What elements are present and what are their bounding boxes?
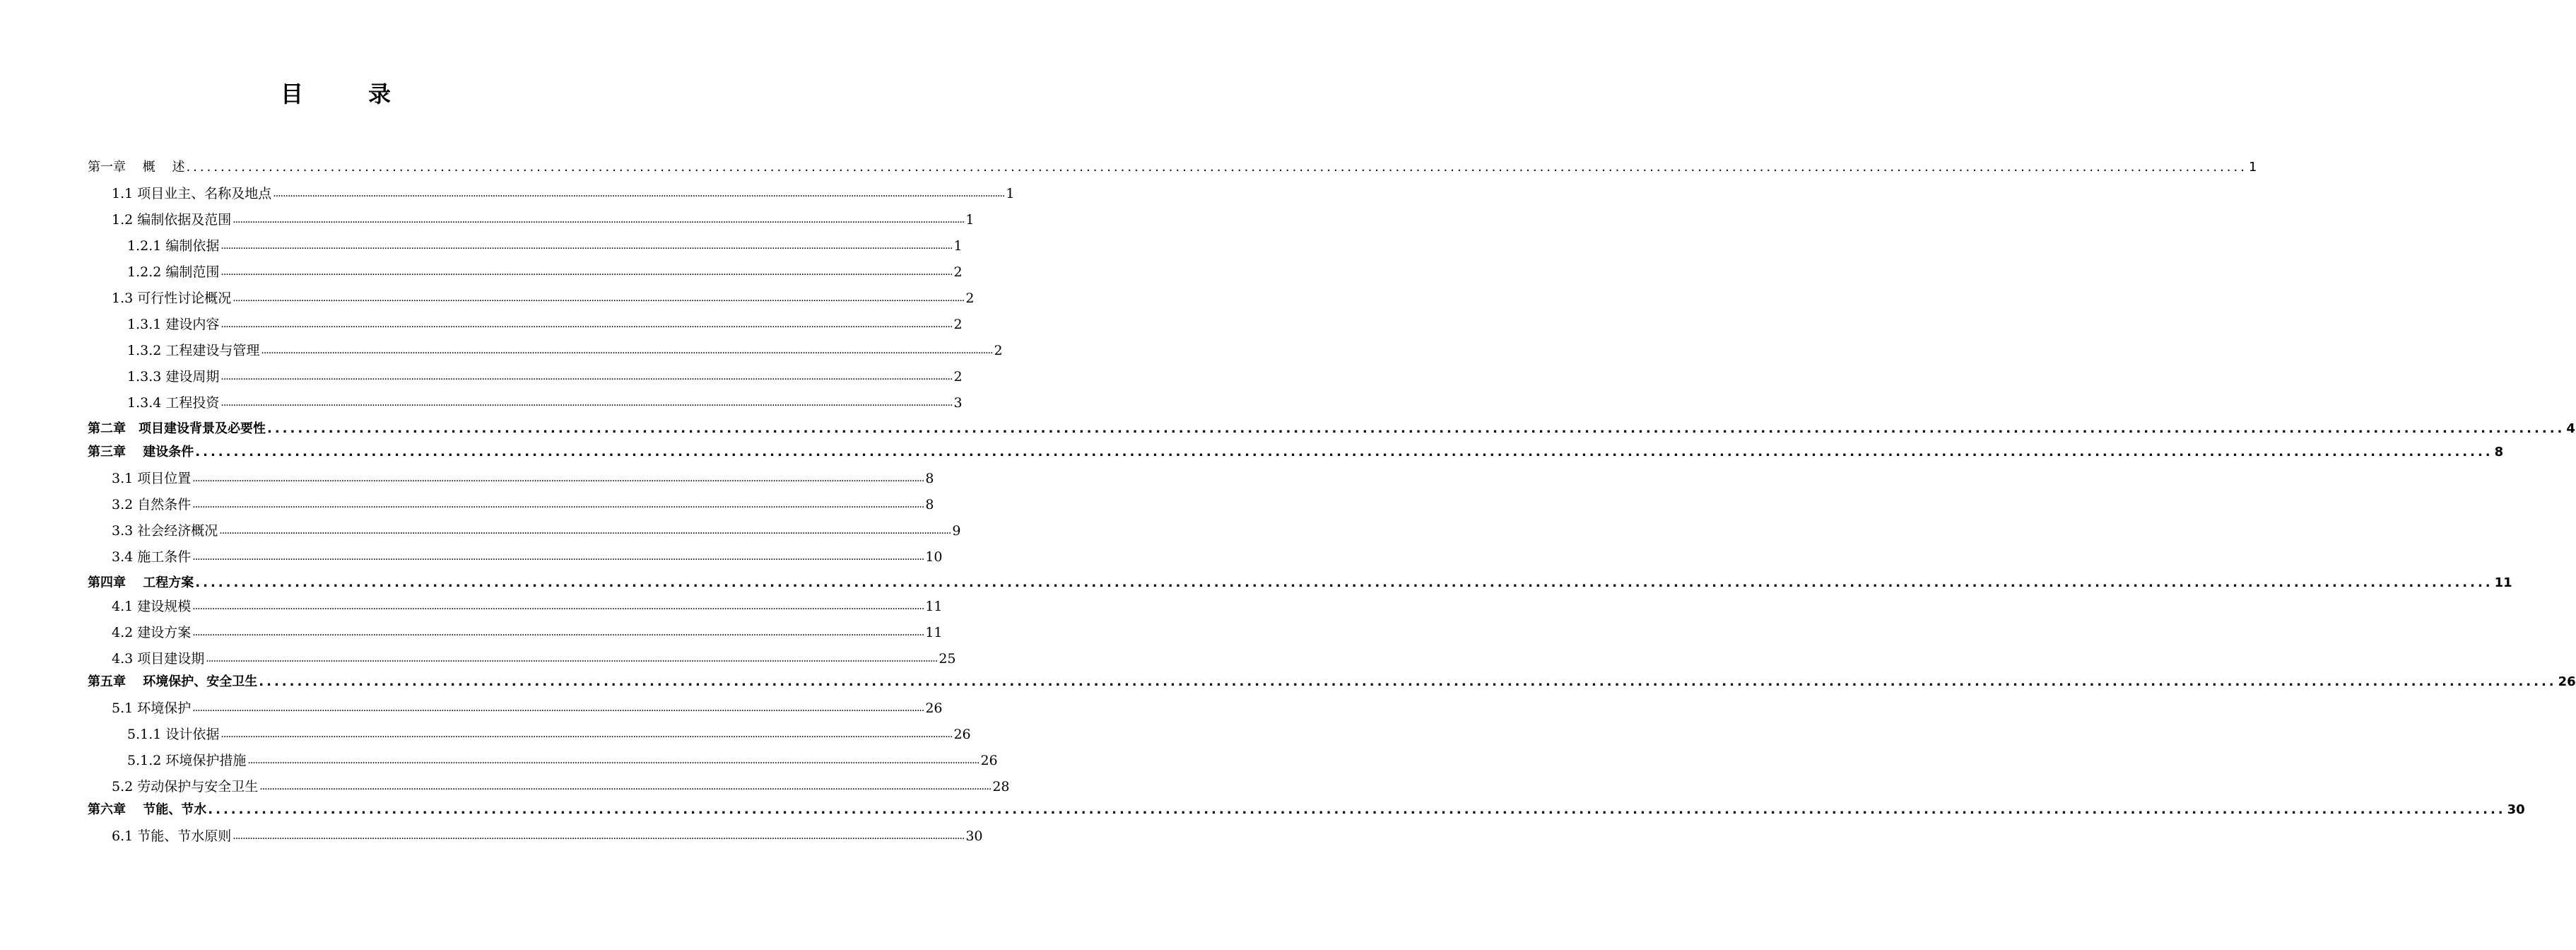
- toc-page-number: 10: [925, 549, 943, 565]
- toc-section-entry[interactable]: [88, 493, 934, 514]
- toc-section-entry[interactable]: [88, 182, 1015, 203]
- toc-page-number: 2: [953, 264, 963, 280]
- toc-entry-label: 5.1.2 环境保护措施: [127, 753, 247, 768]
- toc-page-number: 25: [939, 651, 956, 667]
- toc-leader-dots: ............................................................................................................................................................................................................................................................................................................: [220, 266, 953, 278]
- toc-section-entry[interactable]: [88, 594, 943, 616]
- toc-entry-label: 5.1 环境保护: [112, 700, 192, 716]
- toc-entry-label: 第一章 概 述: [88, 160, 185, 175]
- toc-entry-label: 第六章 节能、节水: [88, 802, 207, 817]
- toc-chapter-entry[interactable]: [88, 156, 2257, 177]
- toc-leader-dots: ............................................................................................................................................................................................................................................................................................................: [192, 473, 924, 484]
- toc-entry-label: 6.1 节能、节水原则: [112, 828, 232, 844]
- toc-section-entry[interactable]: [88, 722, 971, 744]
- toc-section-entry[interactable]: [88, 339, 1003, 360]
- toc-section-entry[interactable]: [88, 208, 975, 229]
- toc-entry-label: 3.1 项目位置: [112, 471, 192, 486]
- toc-entry-label: 1.2.1 编制依据: [127, 238, 220, 254]
- toc-leader-dots: ............................................................................................................................................................................................................................................................................................................: [195, 575, 2493, 590]
- toc-entry-label: 1.3.1 建设内容: [127, 317, 220, 332]
- toc-section-entry[interactable]: [88, 467, 934, 488]
- toc-leader-dots: ............................................................................................................................................................................................................................................................................................................: [259, 674, 2557, 689]
- toc-page-number: 3: [953, 395, 963, 411]
- toc-entry-label: 第四章 工程方案: [88, 575, 194, 590]
- toc-section-entry[interactable]: [88, 647, 956, 668]
- toc-entry-label: 4.3 项目建设期: [112, 651, 205, 667]
- toc-page-number: 9: [952, 523, 961, 539]
- toc-leader-dots: ............................................................................................................................................................................................................................................................................................................: [206, 653, 938, 664]
- toc-section-entry[interactable]: [88, 391, 963, 412]
- toc-section-entry[interactable]: [88, 312, 963, 334]
- toc-section-entry[interactable]: [88, 621, 943, 642]
- toc-chapter-entry[interactable]: [88, 798, 2525, 819]
- toc-section-entry[interactable]: [88, 234, 963, 255]
- toc-page-number: 8: [2494, 445, 2504, 459]
- toc-leader-dots: ............................................................................................................................................................................................................................................................................................................: [208, 802, 2506, 817]
- toc-section-entry[interactable]: [88, 824, 983, 845]
- toc-page-number: 30: [2507, 802, 2525, 817]
- toc-leader-dots: ............................................................................................................................................................................................................................................................................................................: [259, 781, 992, 792]
- toc-leader-dots: ............................................................................................................................................................................................................................................................................................................: [192, 551, 924, 563]
- toc-entry-label: 5.1.1 设计依据: [127, 727, 220, 742]
- toc-leader-dots: ............................................................................................................................................................................................................................................................................................................: [220, 371, 953, 382]
- toc-section-entry[interactable]: [88, 286, 975, 307]
- toc-page-number: 2: [994, 343, 1003, 358]
- toc-leader-dots: ............................................................................................................................................................................................................................................................................................................: [186, 160, 2247, 175]
- toc-entry-label: 1.2.2 编制范围: [127, 264, 220, 280]
- toc-page-number: 26: [925, 700, 943, 716]
- toc-entry-label: 3.2 自然条件: [112, 497, 192, 512]
- toc-leader-dots: ............................................................................................................................................................................................................................................................................................................: [192, 601, 924, 612]
- toc-page-number: 11: [925, 625, 943, 640]
- toc-leader-dots: ............................................................................................................................................................................................................................................................................................................: [220, 319, 953, 330]
- toc-page-number: 4: [2566, 421, 2575, 436]
- toc-section-entry[interactable]: [88, 260, 963, 281]
- toc-title: 目 录: [280, 81, 412, 107]
- toc-page-number: 2: [953, 369, 963, 385]
- toc-leader-dots: ............................................................................................................................................................................................................................................................................................................: [273, 188, 1005, 199]
- toc-entry-label: 第五章 环境保护、安全卫生: [88, 674, 258, 689]
- toc-leader-dots: ............................................................................................................................................................................................................................................................................................................: [220, 729, 953, 740]
- toc-leader-dots: ............................................................................................................................................................................................................................................................................................................: [233, 293, 965, 304]
- toc-leader-dots: ............................................................................................................................................................................................................................................................................................................: [233, 831, 965, 842]
- toc-page-number: 28: [992, 779, 1010, 794]
- toc-entry-label: 1.2 编制依据及范围: [112, 212, 232, 228]
- toc-page-number: 26: [953, 727, 971, 742]
- toc-chapter-entry[interactable]: [88, 440, 2504, 462]
- toc-page-number: 2: [953, 317, 963, 332]
- toc-page-number: 1: [965, 212, 975, 228]
- toc-page-number: 30: [965, 828, 983, 844]
- toc-page-number: 26: [2558, 674, 2576, 689]
- toc-page-number: 2: [965, 291, 975, 306]
- toc-section-entry[interactable]: [88, 365, 963, 386]
- toc-page-number: 26: [980, 753, 998, 768]
- toc-leader-dots: ............................................................................................................................................................................................................................................................................................................: [195, 445, 2493, 459]
- toc-page-number: 8: [925, 497, 934, 512]
- toc-entry-label: 第二章 项目建设背景及必要性: [88, 421, 266, 436]
- toc-leader-dots: ............................................................................................................................................................................................................................................................................................................: [192, 499, 924, 510]
- toc-leader-dots: ............................................................................................................................................................................................................................................................................................................: [192, 627, 924, 638]
- toc-page-number: 1: [953, 238, 963, 254]
- toc-leader-dots: ............................................................................................................................................................................................................................................................................................................: [219, 525, 951, 536]
- toc-entry-label: 1.3 可行性讨论概况: [112, 291, 232, 306]
- toc-leader-dots: ............................................................................................................................................................................................................................................................................................................: [247, 755, 980, 766]
- toc-entry-label: 3.3 社会经济概况: [112, 523, 218, 539]
- toc-chapter-entry[interactable]: [88, 670, 2576, 691]
- toc-page-number: 1: [2248, 160, 2257, 175]
- toc-entry-label: 3.4 施工条件: [112, 549, 192, 565]
- toc-entry-label: 第三章 建设条件: [88, 445, 194, 459]
- toc-page-number: 11: [925, 599, 943, 614]
- toc-section-entry[interactable]: [88, 749, 998, 770]
- toc-leader-dots: ............................................................................................................................................................................................................................................................................................................: [220, 240, 953, 252]
- toc-chapter-entry[interactable]: [88, 571, 2512, 592]
- toc-leader-dots: ............................................................................................................................................................................................................................................................................................................: [220, 397, 953, 409]
- toc-entry-label: 1.3.3 建设周期: [127, 369, 220, 385]
- toc-leader-dots: ............................................................................................................................................................................................................................................................................................................: [233, 214, 965, 225]
- toc-section-entry[interactable]: [88, 545, 943, 566]
- toc-leader-dots: ............................................................................................................................................................................................................................................................................................................: [267, 421, 2565, 436]
- toc-section-entry[interactable]: [88, 519, 961, 540]
- toc-entry-label: 4.2 建设方案: [112, 625, 192, 640]
- toc-entry-label: 1.1 项目业主、名称及地点: [112, 186, 272, 201]
- toc-chapter-entry[interactable]: [88, 417, 2575, 438]
- toc-entry-label: 4.1 建设规模: [112, 599, 192, 614]
- toc-leader-dots: ............................................................................................................................................................................................................................................................................................................: [192, 703, 924, 714]
- toc-section-entry[interactable]: [88, 775, 1010, 796]
- toc-page-number: 11: [2494, 575, 2512, 590]
- toc-page-number: 8: [925, 471, 934, 486]
- toc-entry-label: 1.3.2 工程建设与管理: [127, 343, 260, 358]
- toc-entry-label: 5.2 劳动保护与安全卫生: [112, 779, 259, 794]
- toc-page-number: 1: [1006, 186, 1015, 201]
- toc-leader-dots: ............................................................................................................................................................................................................................................................................................................: [261, 345, 993, 356]
- toc-entry-label: 1.3.4 工程投资: [127, 395, 220, 411]
- toc-section-entry[interactable]: [88, 696, 943, 717]
